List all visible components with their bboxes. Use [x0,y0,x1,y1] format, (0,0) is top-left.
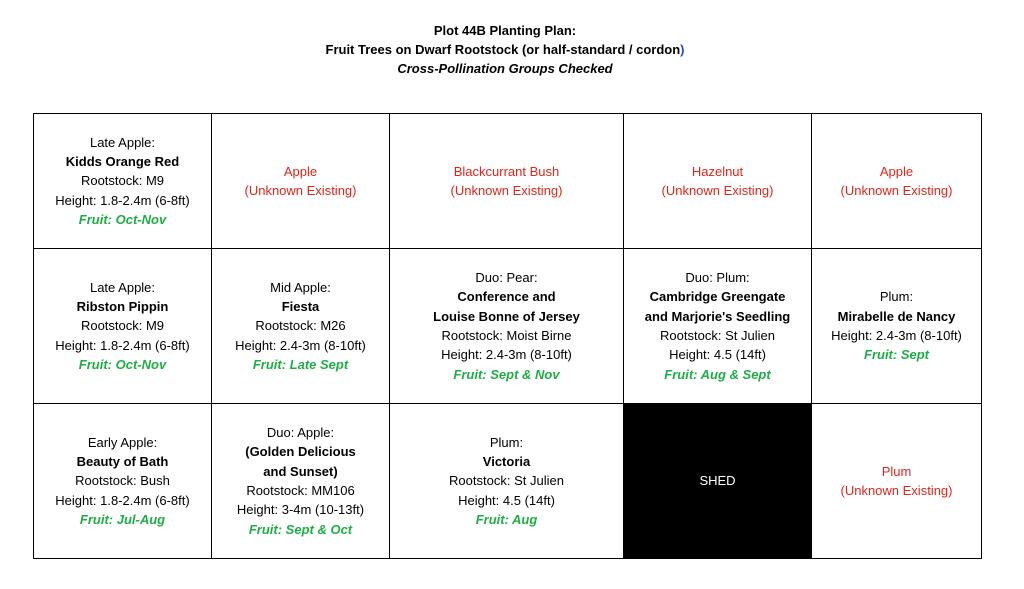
tree-height: Height: 1.8-2.4m (6-8ft) [55,192,190,208]
plan-heading-line [0,40,1010,59]
existing-plant-name: Apple [283,163,318,179]
tree-rootstock: Rootstock: St Julien [449,473,564,489]
tree-type: Late Apple: [89,134,156,150]
tree-variety: and Sunset) [263,463,338,479]
plan-subtitle: Cross-Pollination Groups Checked [397,61,613,76]
tree-fruit-season: Fruit: Oct-Nov [78,356,167,372]
tree-type: Early Apple: [87,434,158,450]
tree-fruit-season: Fruit: Oct-Nov [78,211,167,227]
cell-shed [624,404,812,559]
tree-variety: Kidds Orange Red [65,154,180,170]
cell-ribston-pippin [34,249,212,404]
existing-plant-note: (Unknown Existing) [450,183,563,198]
tree-height: Height: 3-4m (10-13ft) [236,502,365,518]
cell-existing-blackcurrant [390,114,624,249]
cell-mirabelle-de-nancy [812,249,982,404]
tree-type: Plum: [879,289,914,305]
tree-fruit-season: Fruit: Jul-Aug [79,511,166,527]
cell-beauty-of-bath [34,404,212,559]
tree-fruit-season: Fruit: Sept [864,347,929,363]
tree-height: Height: 1.8-2.4m (6-8ft) [55,492,190,508]
tree-height: Height: 4.5 (14ft) [458,492,555,508]
existing-plant-name: Blackcurrant Bush [453,163,560,179]
tree-height: Height: 2.4-3m (8-10ft) [441,347,572,363]
cell-duo-pear [390,249,624,404]
tree-rootstock: Rootstock: St Julien [660,328,775,343]
existing-plant-note: (Unknown Existing) [244,183,357,198]
tree-variety: Victoria [482,454,531,470]
tree-type: Duo: Pear: [475,270,538,286]
cell-duo-plum [624,249,812,404]
tree-height: Height: 2.4-3m (8-10ft) [831,328,962,343]
tree-fruit-season: Fruit: Late Sept [252,356,349,372]
tree-variety: (Golden Delicious [245,444,356,460]
tree-type: Late Apple: [89,279,156,295]
cell-fiesta [212,249,390,404]
tree-variety: Louise Bonne of Jersey [433,308,580,324]
grid-row [34,249,982,404]
tree-type: Mid Apple: [270,279,331,295]
cell-victoria [390,404,624,559]
cell-existing-hazelnut [624,114,812,249]
cell-existing-apple-2 [812,114,982,249]
tree-fruit-season: Fruit: Aug [475,511,538,527]
existing-plant-name: Plum [881,463,912,479]
tree-variety: Beauty of Bath [76,454,169,470]
tree-type: Duo: Apple: [266,425,335,441]
tree-rootstock: Rootstock: Bush [75,473,170,489]
plan-heading-close: ) [680,42,685,57]
tree-type: Plum: [489,434,524,450]
tree-rootstock: Rootstock: M26 [255,318,346,334]
cell-existing-plum [812,404,982,559]
tree-height: Height: 4.5 (14ft) [669,347,766,363]
planting-grid [33,113,982,559]
cell-kidds-orange-red [34,114,212,249]
tree-variety: Cambridge Greengate [649,289,786,305]
cell-existing-apple [212,114,390,249]
existing-plant-note: (Unknown Existing) [661,183,774,198]
tree-rootstock: Rootstock: Moist Birne [441,328,572,343]
tree-variety: and Marjorie's Seedling [644,308,791,324]
tree-rootstock: Rootstock: M9 [80,318,165,334]
existing-plant-note: (Unknown Existing) [840,183,953,198]
tree-height: Height: 2.4-3m (8-10ft) [235,337,366,353]
plan-title: Plot 44B Planting Plan: [433,23,577,38]
grid-row [34,114,982,249]
tree-rootstock: Rootstock: MM106 [246,483,355,498]
tree-variety: Fiesta [281,299,320,315]
plan-heading-text: Fruit Trees on Dwarf Rootstock (or half-standard / cordon [325,42,681,57]
tree-fruit-season: Fruit: Sept & Nov [453,366,560,382]
tree-variety: Conference and [457,289,556,305]
tree-variety: Ribston Pippin [76,299,169,315]
existing-plant-note: (Unknown Existing) [840,483,953,498]
existing-plant-name: Apple [879,163,914,179]
grid-row [34,404,982,559]
tree-variety: Mirabelle de Nancy [837,308,956,324]
tree-fruit-season: Fruit: Aug & Sept [664,366,771,382]
tree-fruit-season: Fruit: Sept & Oct [248,521,353,537]
shed-label: SHED [699,473,736,489]
existing-plant-name: Hazelnut [691,163,744,179]
cell-duo-apple [212,404,390,559]
document-header [0,21,1010,78]
tree-rootstock: Rootstock: M9 [80,173,165,189]
tree-height: Height: 1.8-2.4m (6-8ft) [55,337,190,353]
tree-type: Duo: Plum: [685,270,750,286]
